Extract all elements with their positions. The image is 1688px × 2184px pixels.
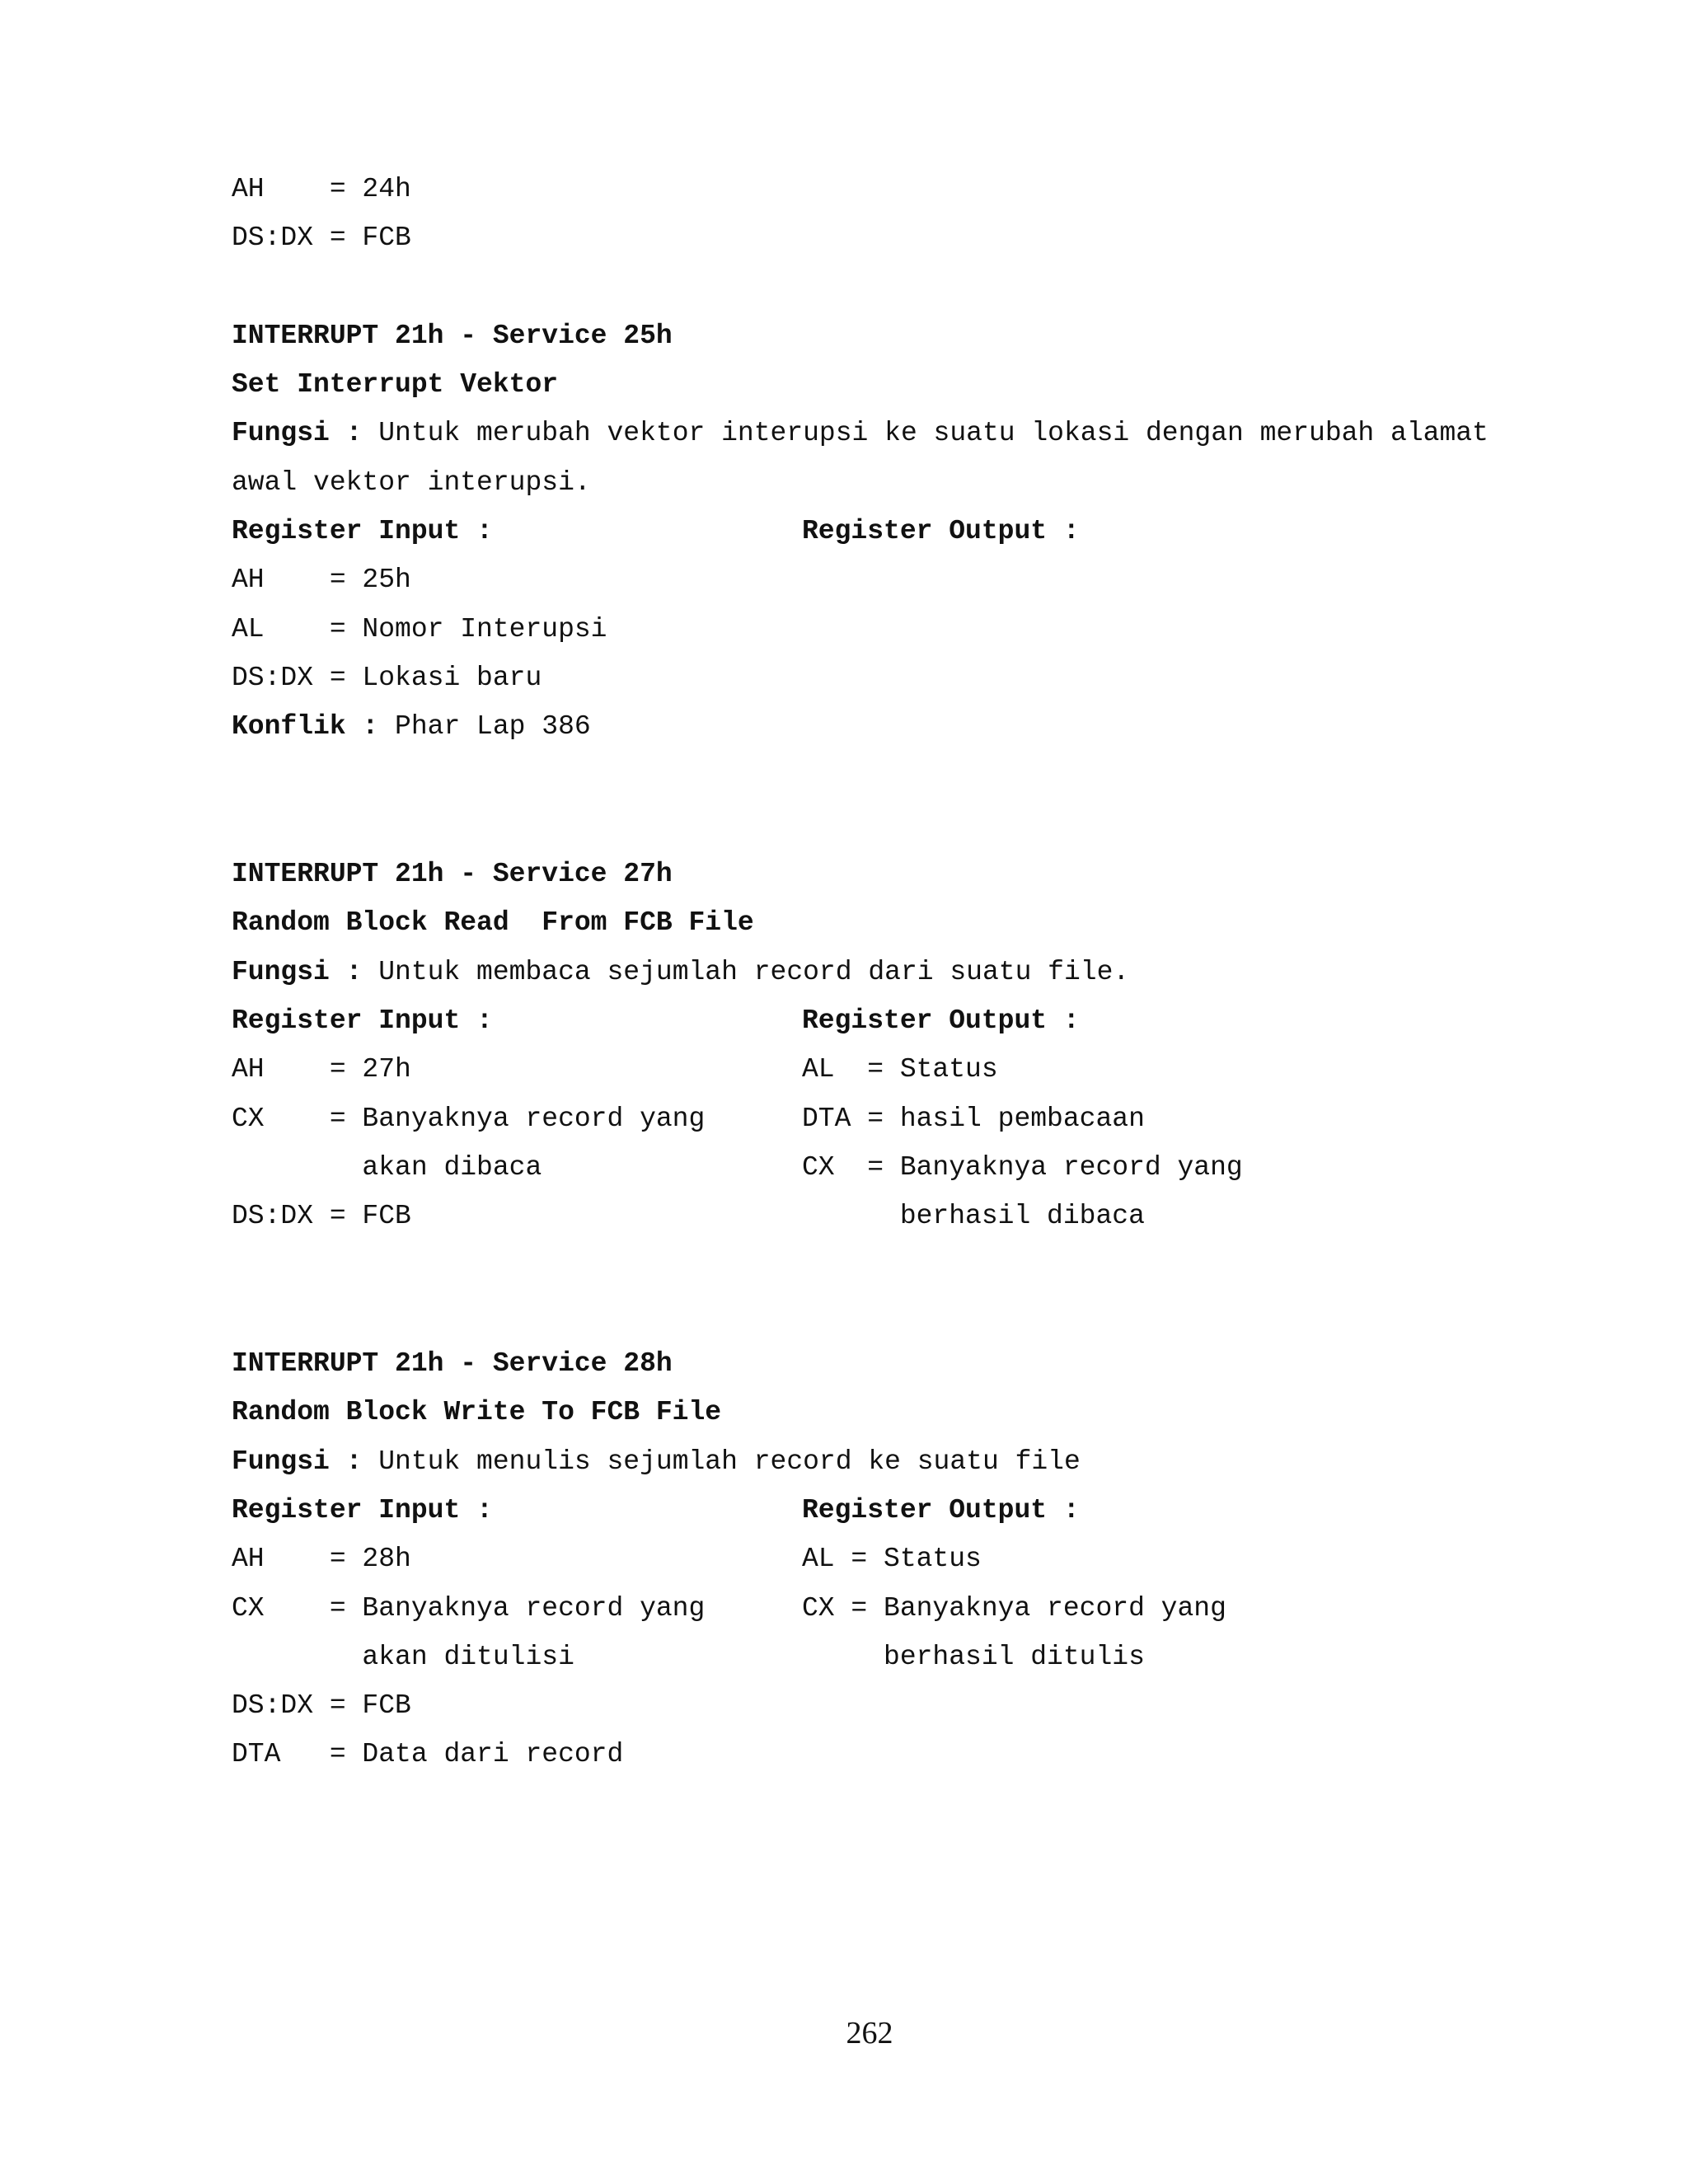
register-input-label: Register Input : xyxy=(232,516,493,546)
service-title: Random Block Read From FCB File xyxy=(232,907,754,938)
fungsi-text: Untuk membaca sejumlah record dari suatu file. xyxy=(362,957,1130,987)
register-output-label: Register Output : xyxy=(802,1005,1080,1036)
service-title: Set Interrupt Vektor xyxy=(232,369,559,400)
register-line: akan dibaca xyxy=(232,1152,542,1183)
fungsi-label: Fungsi : xyxy=(232,418,363,448)
fungsi-text: Untuk merubah vektor interupsi ke suatu lokasi dengan merubah alamat xyxy=(362,418,1489,448)
register-line: CX = Banyaknya record yang xyxy=(232,1104,706,1134)
fungsi-line xyxy=(232,956,1129,989)
output-line: CX = Banyaknya record yang xyxy=(802,1593,1226,1624)
register-line: DS:DX = FCB xyxy=(232,1690,411,1721)
service-heading: INTERRUPT 21h - Service 28h xyxy=(232,1348,673,1379)
output-line: AL = Status xyxy=(802,1054,998,1085)
service-title: Random Block Write To FCB File xyxy=(232,1397,722,1427)
register-line: AH = 25h xyxy=(232,565,411,595)
output-line: berhasil ditulis xyxy=(802,1642,1145,1672)
output-line: CX = Banyaknya record yang xyxy=(802,1152,1243,1183)
service-heading: INTERRUPT 21h - Service 27h xyxy=(232,859,673,889)
register-output-label: Register Output : xyxy=(802,516,1080,546)
register-line: DS:DX = Lokasi baru xyxy=(232,663,542,693)
register-line: DS:DX = FCB xyxy=(232,223,411,253)
output-line: berhasil dibaca xyxy=(802,1201,1145,1231)
register-output-label: Register Output : xyxy=(802,1495,1080,1526)
register-line: CX = Banyaknya record yang xyxy=(232,1593,706,1624)
service-heading: INTERRUPT 21h - Service 25h xyxy=(232,321,673,351)
fungsi-text-cont: awal vektor interupsi. xyxy=(232,467,591,498)
register-line: AH = 28h xyxy=(232,1544,411,1574)
register-line: DTA = Data dari record xyxy=(232,1739,624,1769)
register-line: DS:DX = FCB xyxy=(232,1201,411,1231)
fungsi-line xyxy=(232,1446,1081,1479)
page-number: 262 xyxy=(846,2016,893,2050)
fungsi-label: Fungsi : xyxy=(232,957,363,987)
register-line: AH = 24h xyxy=(232,174,411,204)
register-input-label: Register Input : xyxy=(232,1495,493,1526)
fungsi-label: Fungsi : xyxy=(232,1446,363,1477)
fungsi-text: Untuk menulis sejumlah record ke suatu file xyxy=(362,1446,1081,1477)
konflik-label: Konflik : xyxy=(232,711,379,742)
konflik-text: Phar Lap 386 xyxy=(378,711,591,742)
register-line: AH = 27h xyxy=(232,1054,411,1085)
konflik-line xyxy=(232,710,591,743)
output-line: DTA = hasil pembacaan xyxy=(802,1104,1145,1134)
register-input-label: Register Input : xyxy=(232,1005,493,1036)
register-line: AL = Nomor Interupsi xyxy=(232,614,607,644)
register-line: akan ditulisi xyxy=(232,1642,574,1672)
fungsi-line xyxy=(232,417,1489,450)
output-line: AL = Status xyxy=(802,1544,982,1574)
